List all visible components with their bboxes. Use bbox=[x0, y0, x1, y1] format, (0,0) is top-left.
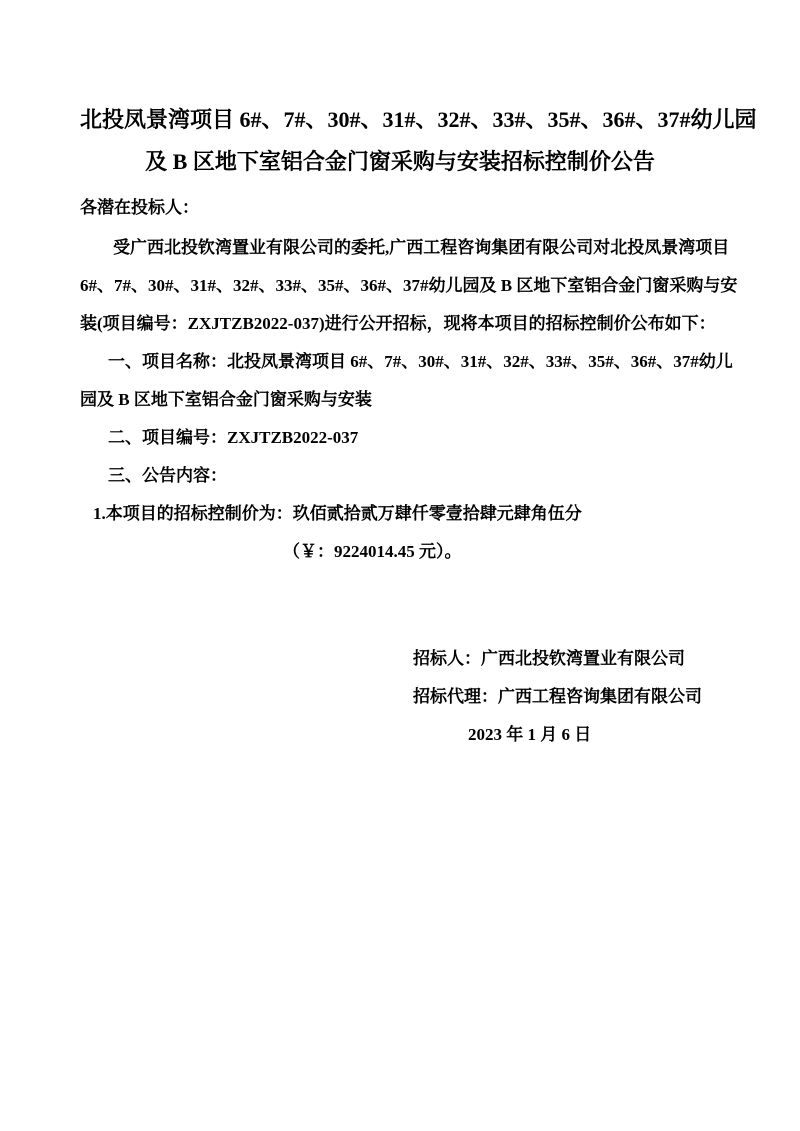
agent-signature-line: 招标代理：广西工程咨询集团有限公司 bbox=[413, 687, 702, 706]
salutation-line: 各潜在投标人： bbox=[80, 198, 199, 217]
control-price-text-line: 1.本项目的招标控制价为：玖佰贰拾贰万肆仟零壹拾肆元肆角伍分 bbox=[93, 504, 582, 523]
item1-project-name-line-2: 园及 B 区地下室铝合金门窗采购与安装 bbox=[80, 390, 372, 409]
document-title bbox=[80, 99, 757, 183]
signature-block bbox=[80, 640, 720, 754]
title-line-1: 北投凤景湾项目 6#、7#、30#、31#、32#、33#、35#、36#、37#幼儿园 bbox=[80, 107, 757, 132]
item1-project-name-line-1: 一、项目名称：北投凤景湾项目 6#、7#、30#、31#、32#、33#、35#、36#、37#幼儿 bbox=[108, 352, 733, 371]
item2-project-number-line: 二、项目编号：ZXJTZB2022-037 bbox=[108, 428, 359, 447]
date-line: 2023 年 1 月 6 日 bbox=[468, 725, 592, 744]
intro-line-1: 受广西北投钦湾置业有限公司的委托,广西工程咨询集团有限公司对北投凤景湾项目 bbox=[113, 238, 730, 257]
bidder-signature-line: 招标人：广西北投钦湾置业有限公司 bbox=[413, 649, 685, 668]
item3-announcement-content-line: 三、公告内容： bbox=[108, 466, 227, 485]
title-line-2: 及 B 区地下室铝合金门窗采购与安装招标控制价公告 bbox=[145, 149, 655, 174]
control-price-numeric-line: （￥：9224014.45 元）。 bbox=[283, 542, 462, 561]
intro-line-3: 装(项目编号：ZXJTZB2022-037)进行公开招标，现将本项目的招标控制价公布如下： bbox=[80, 314, 716, 333]
intro-line-2: 6#、7#、30#、31#、32#、33#、35#、36#、37#幼儿园及 B 区地下室铝合金门窗采购与安 bbox=[80, 276, 738, 295]
